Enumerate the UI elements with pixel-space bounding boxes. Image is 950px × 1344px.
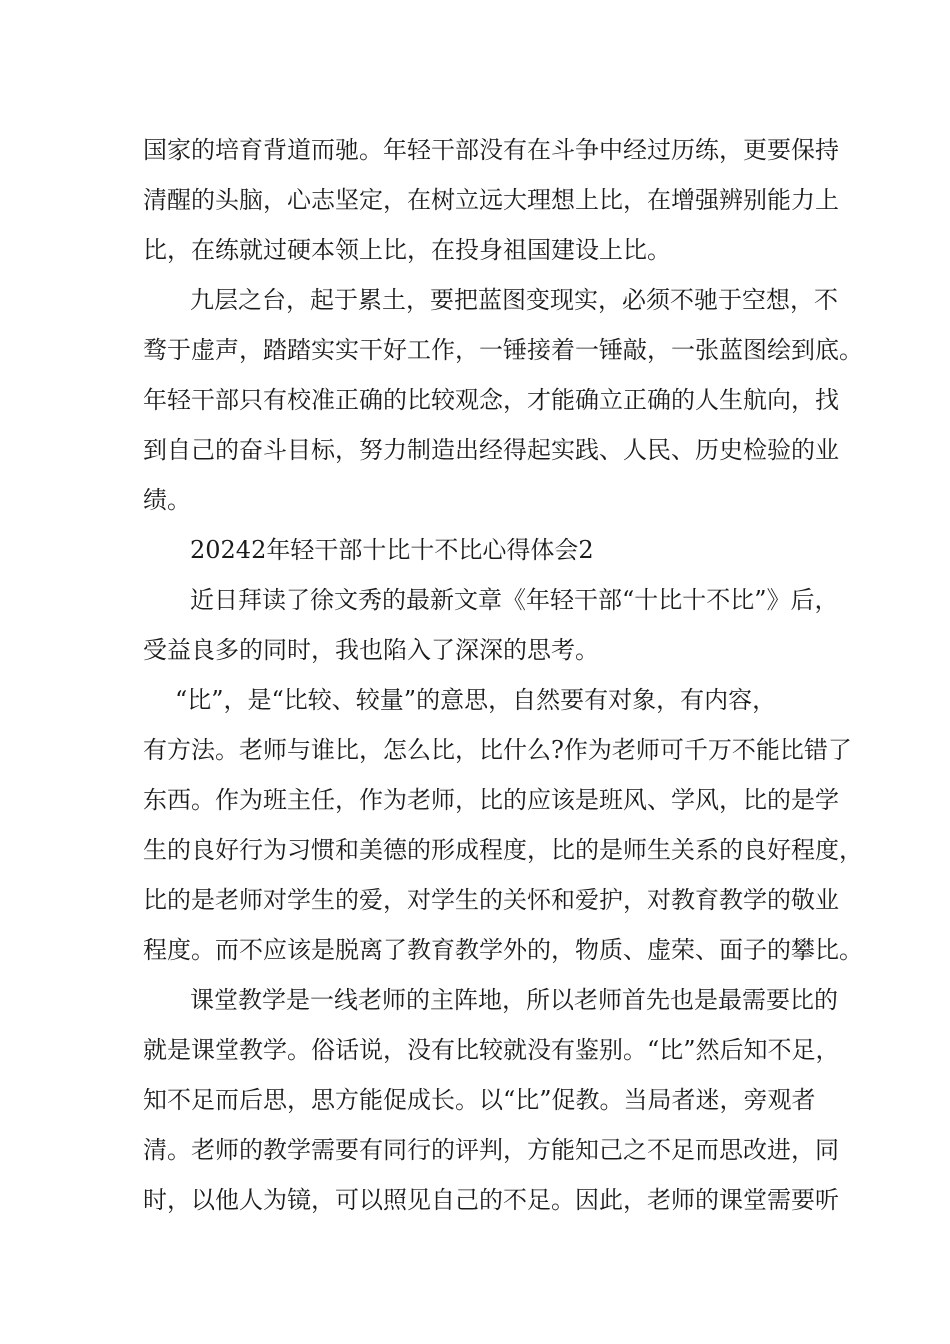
text-line: 骛于虚声，踏踏实实干好工作，一锤接着一锤敲，一张蓝图绘到底。 <box>143 336 863 364</box>
text-line: 生的良好行为习惯和美德的形成程度，比的是师生关系的良好程度， <box>143 836 863 864</box>
text-line: 绩。 <box>143 486 191 514</box>
text-line: 课堂教学是一线老师的主阵地，所以老师首先也是最需要比的 <box>190 986 838 1014</box>
text-line: 九层之台，起于累土，要把蓝图变现实，必须不驰于空想，不 <box>190 286 838 314</box>
text-line: 有方法。老师与谁比，怎么比，比什么?作为老师可千万不能比错了 <box>143 736 852 764</box>
text-line: 受益良多的同时，我也陷入了深深的思考。 <box>143 636 599 664</box>
text-line: “比”，是“比较、较量”的意思，自然要有对象，有内容， <box>175 686 777 714</box>
text-line: 东西。作为班主任，作为老师，比的应该是班风、学风，比的是学 <box>143 786 839 814</box>
text-line: 清醒的头脑，心志坚定，在树立远大理想上比，在增强辨别能力上 <box>143 186 839 214</box>
text-line: 程度。而不应该是脱离了教育教学外的，物质、虚荣、面子的攀比。 <box>143 936 863 964</box>
section-title: 20242年轻干部十比十不比心得体会2 <box>190 536 594 564</box>
text-line: 年轻干部只有校准正确的比较观念，才能确立正确的人生航向，找 <box>143 386 839 414</box>
text-line: 知不足而后思，思方能促成长。以“比”促教。当局者迷，旁观者 <box>143 1086 816 1114</box>
text-line: 就是课堂教学。俗话说，没有比较就没有鉴别。“比”然后知不足， <box>143 1036 840 1064</box>
text-line: 国家的培育背道而驰。年轻干部没有在斗争中经过历练，更要保持 <box>143 136 839 164</box>
text-line: 清。老师的教学需要有同行的评判，方能知己之不足而思改进，同 <box>143 1136 839 1164</box>
text-line: 时，以他人为镜，可以照见自己的不足。因此，老师的课堂需要听 <box>143 1186 839 1214</box>
text-line: 比的是老师对学生的爱，对学生的关怀和爱护，对教育教学的敬业 <box>143 886 839 914</box>
text-line: 比，在练就过硬本领上比，在投身祖国建设上比。 <box>143 236 671 264</box>
text-line: 到自己的奋斗目标，努力制造出经得起实践、人民、历史检验的业 <box>143 436 839 464</box>
text-line: 近日拜读了徐文秀的最新文章《年轻干部“十比十不比”》后， <box>190 586 839 614</box>
